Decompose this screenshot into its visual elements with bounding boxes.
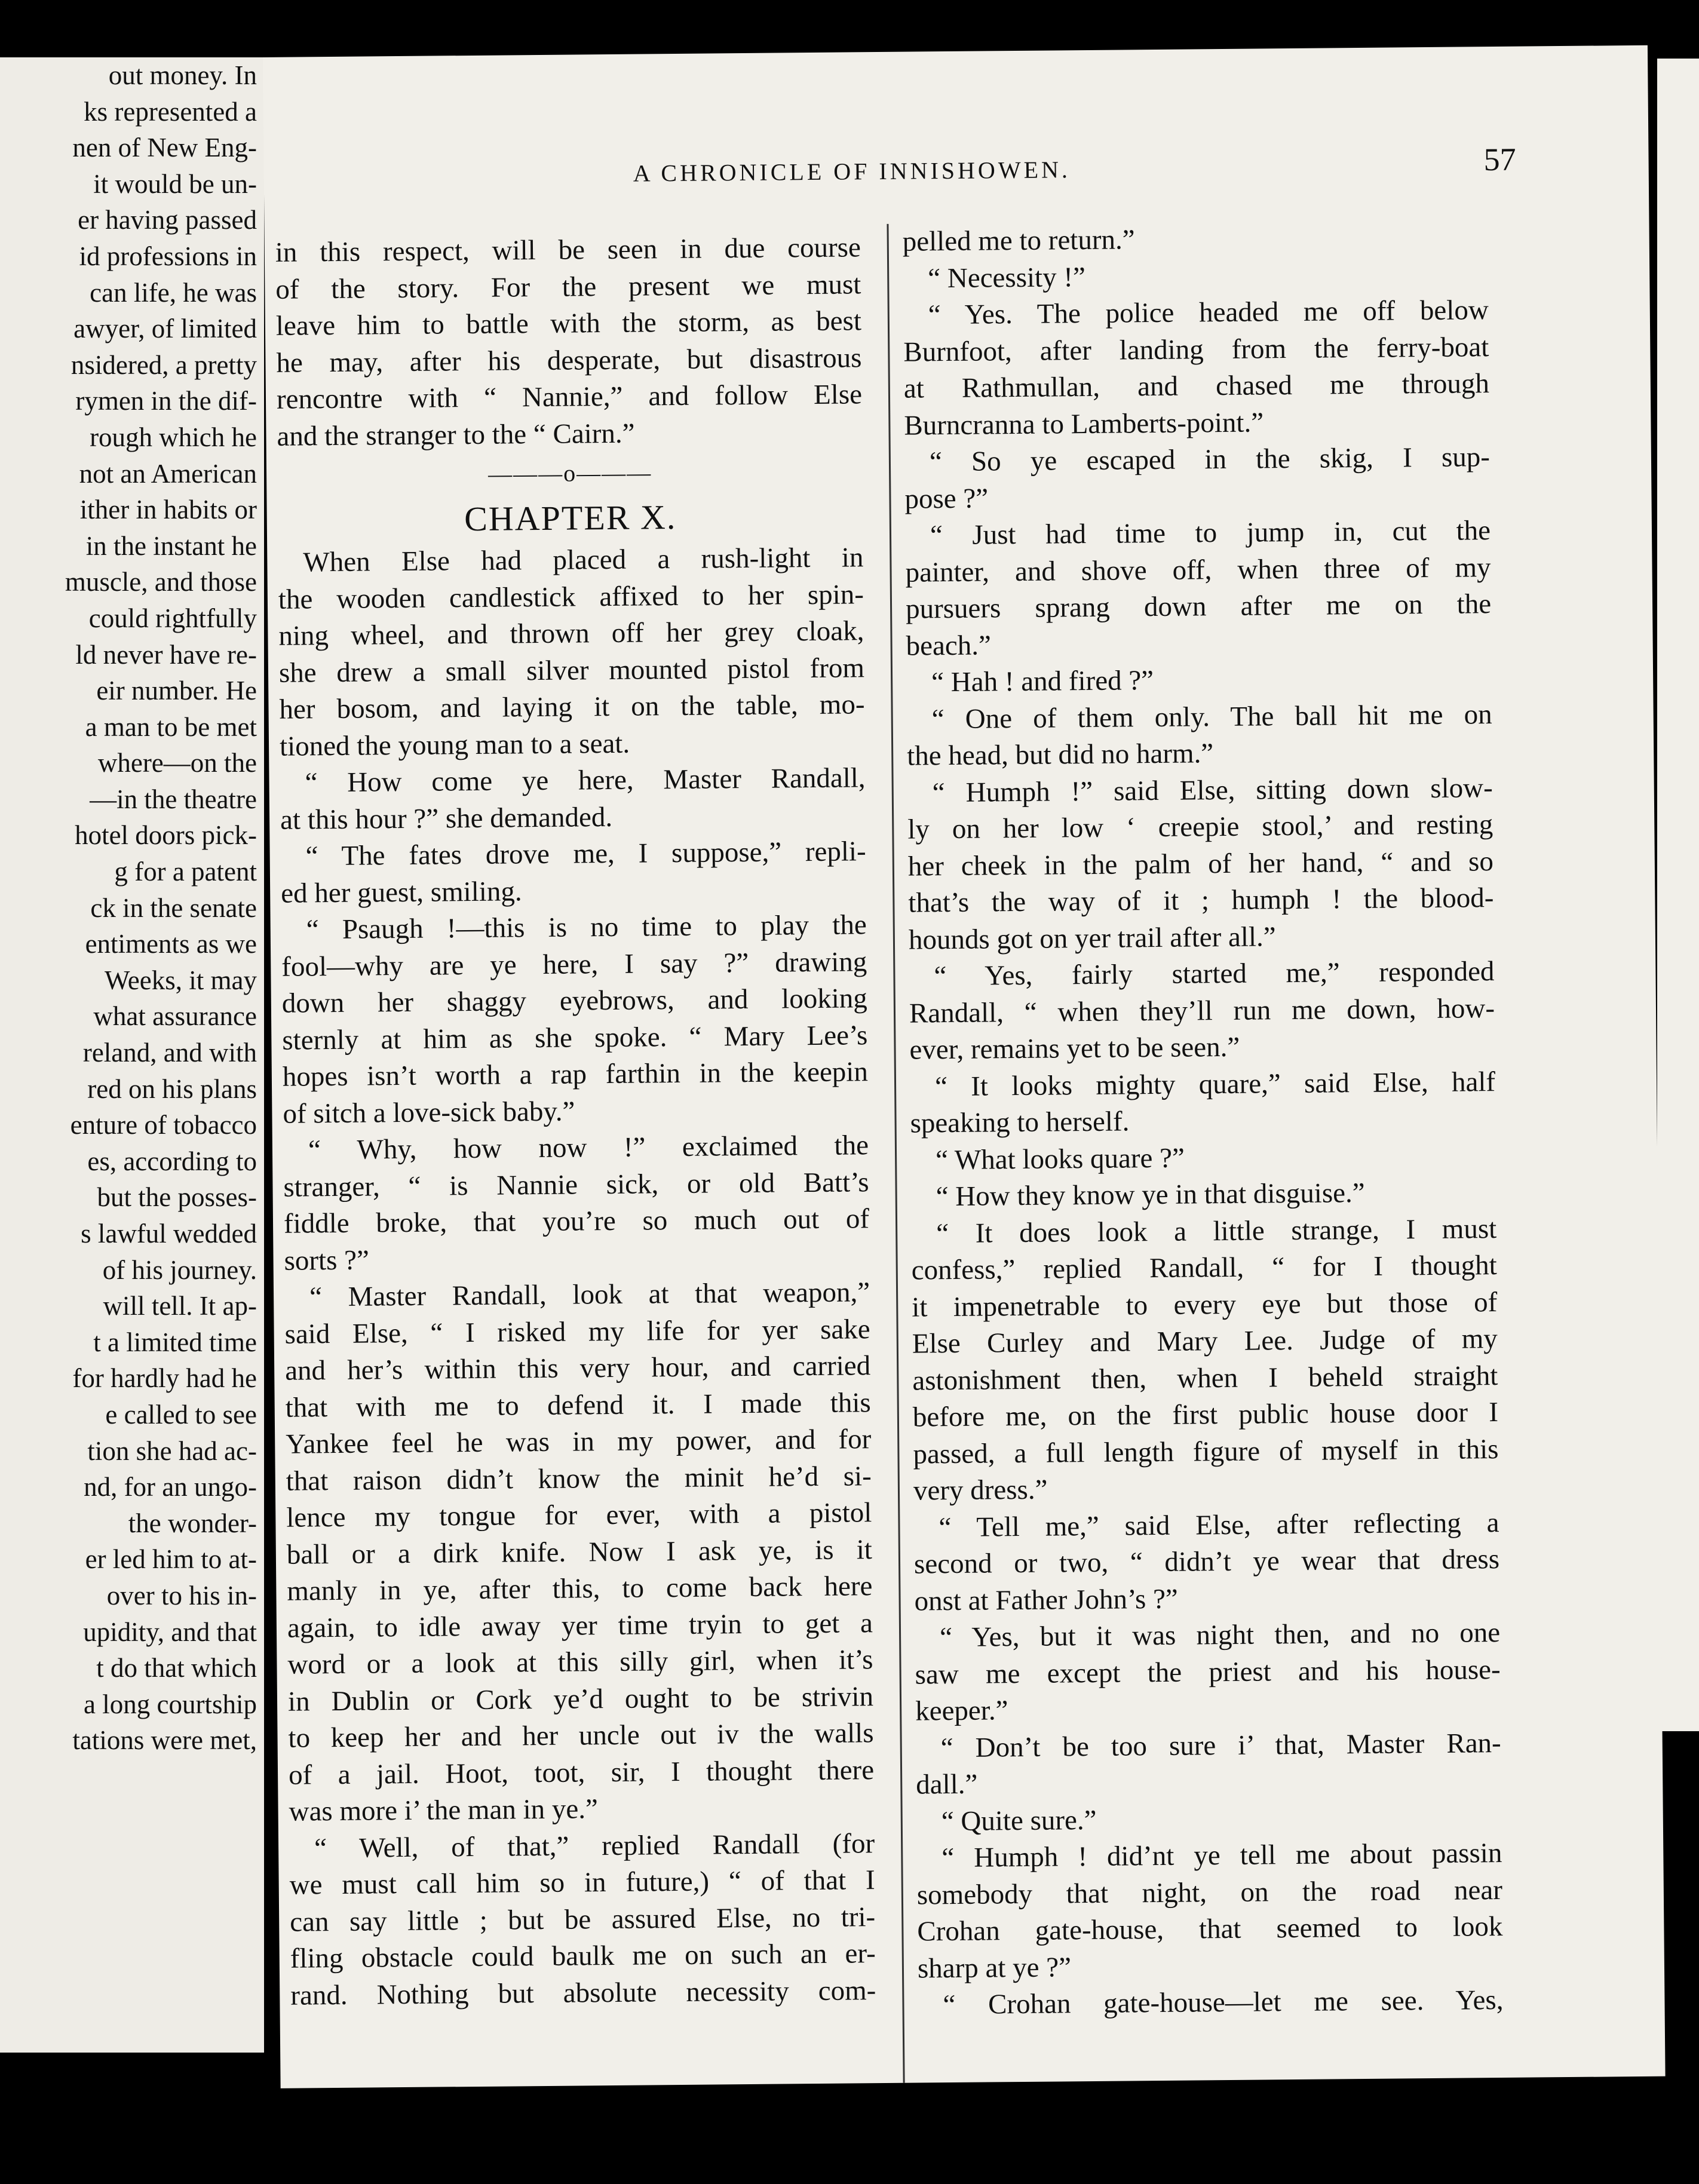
text-line: onst at Father John’s ?” <box>914 1583 1179 1617</box>
left-page-text <box>0 57 257 1759</box>
text-line: fling obstacle could baulk me on such an er- <box>290 1938 876 1974</box>
text-line: nd, for an ungo- <box>84 1472 257 1502</box>
text-line: nen of New Eng- <box>72 133 257 163</box>
text-line: her bosom, and laying it on the table, mo- <box>279 689 865 725</box>
text-line: keeper.” <box>915 1695 1008 1727</box>
text-line: “ It does look a little strange, I must <box>936 1213 1497 1249</box>
text-line: again, to idle away yer time tryin to get a <box>287 1607 873 1644</box>
text-line: nsidered, a pretty <box>70 349 257 380</box>
text-line: but the posses- <box>97 1182 257 1213</box>
text-line: rough which he <box>90 422 257 452</box>
text-line: said Else, “ I risked my life for yer sake <box>284 1313 870 1350</box>
text-line: lence my tongue for ever, with a pistol <box>286 1497 872 1533</box>
text-line: ks represented a <box>84 96 257 127</box>
text-line: saw me except the priest and his house- <box>915 1654 1501 1691</box>
text-line: pelled me to return.” <box>902 224 1135 257</box>
text-line: Yankee feel he was in my power, and for <box>286 1424 872 1460</box>
text-line: it would be un- <box>93 168 257 199</box>
text-line: tioned the young man to a seat. <box>279 728 630 762</box>
running-title: A CHRONICLE OF INNISHOWEN. <box>633 156 1071 187</box>
text-line: ld never have re- <box>75 639 257 670</box>
text-line: sharp at ye ?” <box>917 1951 1072 1984</box>
text-line: fool—why are ye here, I say ?” drawing <box>281 946 867 983</box>
text-line: Weeks, it may <box>104 965 257 995</box>
intro-paragraph <box>275 229 863 455</box>
text-line: “ Why, how now !” exclaimed the <box>308 1130 869 1166</box>
text-line: of his journey. <box>102 1254 257 1285</box>
text-line: “ Hah ! and fired ?” <box>931 665 1154 698</box>
text-line: was more i’ the man in ye.” <box>289 1793 599 1827</box>
text-line: er led him to at- <box>85 1544 257 1575</box>
text-line: will tell. It ap- <box>103 1291 257 1321</box>
text-line: t do that which <box>96 1653 257 1683</box>
text-line: eir number. He <box>96 676 257 706</box>
text-line: before me, on the first public house door I <box>912 1397 1499 1433</box>
text-line: entiments as we <box>85 929 257 959</box>
text-line: “ What looks quare ?” <box>935 1142 1185 1176</box>
text-line: “ Don’t be too sure i’ that, Master Ran- <box>940 1727 1501 1763</box>
text-line: in the instant he <box>85 530 257 561</box>
text-line: “ Yes, fairly started me,” responded <box>934 956 1495 992</box>
text-line: of the story. For the present we must <box>275 268 861 305</box>
text-line: —in the theatre <box>90 784 257 814</box>
text-line: at this hour ?” she demanded. <box>280 801 613 836</box>
text-line: pose ?” <box>904 482 989 515</box>
text-line: hopes isn’t worth a rap farthin in the keepin <box>282 1056 869 1093</box>
text-line: t a limited time <box>93 1327 257 1357</box>
text-line: ck in the senate <box>90 892 257 923</box>
text-line: ball or a dirk knife. Now I ask ye, is it <box>286 1533 873 1570</box>
text-line: “ Psaugh !—this is no time to play the <box>306 909 867 946</box>
text-line: dall.” <box>916 1768 978 1800</box>
text-line: er having passed <box>78 205 257 235</box>
text-line: speaking to herself. <box>910 1106 1130 1139</box>
text-line: pursuers sprang down after me on the <box>905 588 1492 625</box>
text-line: “ Quite sure.” <box>941 1804 1097 1837</box>
text-line: a long courtship <box>84 1689 257 1719</box>
text-line: out money. In <box>108 60 257 90</box>
text-line: beach.” <box>906 629 992 662</box>
text-line: muscle, and those <box>65 567 257 597</box>
left-facing-page <box>0 57 264 2053</box>
text-line: she drew a small silver mounted pistol from <box>278 652 865 689</box>
text-line: a man to be met <box>85 711 257 742</box>
text-line: the head, but did no harm.” <box>907 738 1214 772</box>
text-line: over to his in- <box>106 1580 257 1611</box>
text-line: stranger, “ is Nannie sick, or old Batt’s <box>283 1166 869 1203</box>
text-line: s lawful wedded <box>81 1219 257 1249</box>
text-line: “ Just had time to jump in, cut the <box>930 515 1491 551</box>
text-line: sternly at him as she spoke. “ Mary Lee’s <box>282 1019 868 1056</box>
text-line: not an American <box>79 458 257 489</box>
text-line: “ Tell me,” said Else, after reflecting a <box>939 1507 1499 1543</box>
text-line: e called to see <box>105 1399 257 1430</box>
text-line: tations were met, <box>72 1725 257 1756</box>
text-line: awyer, of limited <box>73 314 257 344</box>
text-line: that’s the way of it ; humph ! the blood- <box>908 882 1494 919</box>
text-line: astonishment then, when I beheld straight <box>912 1360 1498 1397</box>
text-line: Randall, “ when they’ll run me down, how- <box>909 992 1495 1029</box>
text-line: “ Master Randall, look at that weapon,” <box>309 1277 870 1313</box>
text-line: es, according to <box>87 1146 257 1176</box>
text-line: for hardly had he <box>72 1363 257 1394</box>
book-page <box>263 45 1666 2088</box>
text-line: Burnfoot, after landing from the ferry-boat <box>903 331 1489 368</box>
text-line: red on his plans <box>87 1073 257 1104</box>
text-line: enture of tobacco <box>70 1110 257 1140</box>
text-line: “ Yes. The police headed me off below <box>928 295 1489 331</box>
text-line: of sitch a love-sick baby.” <box>283 1096 575 1130</box>
text-line: sorts ?” <box>284 1244 370 1277</box>
text-line: that raison didn’t know the minit he’d si- <box>286 1460 872 1497</box>
text-line: ever, remains yet to be seen.” <box>909 1031 1240 1066</box>
text-line: ly on her low ‘ creepie stool,’ and resting <box>907 809 1493 845</box>
text-line: to keep her and her uncle out iv the walls <box>288 1717 874 1754</box>
text-line: fiddle broke, that you’re so much out of <box>283 1203 870 1240</box>
text-line: where—on the <box>97 748 257 778</box>
text-line: “ Humph !” said Else, sitting down slow- <box>932 772 1493 808</box>
text-line: “ The fates drove me, I suppose,” repli- <box>305 836 866 872</box>
text-line: ed her guest, smiling. <box>280 875 522 909</box>
text-line: “ It looks mighty quare,” said Else, half <box>934 1066 1496 1102</box>
text-line: hounds got on yer trail after all.” <box>908 921 1276 956</box>
text-line: “ Necessity !” <box>928 261 1086 294</box>
chapter-body-left <box>278 539 876 2014</box>
text-line: “ So ye escaped in the skig, I sup- <box>929 441 1491 478</box>
text-line: “ How they know ye in that disguise.” <box>936 1177 1365 1213</box>
text-line: the wooden candlestick affixed to her spin- <box>278 578 864 615</box>
text-line: her cheek in the palm of her hand, “ and so <box>907 845 1494 882</box>
text-line: it impenetrable to every eye but those of <box>912 1286 1498 1323</box>
text-line: manly in ye, after this, to come back here <box>287 1570 873 1607</box>
text-line: “ One of them only. The ball hit me on <box>931 698 1492 735</box>
text-line: confess,” replied Randall, “ for I thought <box>911 1250 1497 1286</box>
text-line: can say little ; but be assured Else, no tri- <box>290 1901 876 1938</box>
text-line: hotel doors pick- <box>75 820 257 851</box>
text-line: at Rathmullan, and chased me through <box>903 368 1490 404</box>
text-line: “ Humph ! did’nt ye tell me about passin <box>941 1838 1502 1874</box>
text-line: and her’s within this very hour, and carried <box>284 1350 871 1387</box>
text-line: rand. Nothing but absolute necessity com- <box>290 1974 876 2011</box>
chapter-ornament: ———o——— <box>487 459 652 487</box>
text-line: can life, he was <box>90 277 257 308</box>
text-line: “ Crohan gate-house—let me see. Yes, <box>943 1984 1504 2021</box>
text-line: “ Yes, but it was night then, and no one <box>939 1617 1501 1654</box>
text-line: rymen in the dif- <box>75 386 257 416</box>
next-page-edge <box>1657 59 1699 1731</box>
text-line: word or a look at this silly girl, when it’s <box>287 1644 873 1680</box>
page-number: 57 <box>1483 141 1516 178</box>
text-line: “ Well, of that,” replied Randall (for <box>314 1827 875 1864</box>
chapter-title: CHAPTER X. <box>464 497 677 539</box>
text-line: upidity, and that <box>83 1616 257 1647</box>
text-line: ning wheel, and thrown off her grey cloak, <box>278 615 864 652</box>
text-line: the wonder- <box>128 1508 257 1538</box>
text-line: Burncranna to Lamberts-point.” <box>904 406 1264 441</box>
text-line: that with me to defend it. I made this <box>285 1387 871 1424</box>
column-rule <box>887 224 905 2088</box>
text-line: rencontre with “ Nannie,” and follow Else <box>276 379 863 415</box>
text-line: tion she had ac- <box>87 1435 257 1466</box>
text-line: painter, and shove off, when three of my <box>905 551 1491 588</box>
text-line: in this respect, will be seen in due course <box>275 232 861 268</box>
text-line: leave him to battle with the storm, as best <box>275 305 862 342</box>
text-line: somebody that night, on the road near <box>916 1874 1503 1911</box>
text-line: he may, after his desperate, but disastrous <box>276 342 862 379</box>
text-line: reland, and with <box>82 1038 257 1068</box>
text-line: down her shaggy eyebrows, and looking <box>281 983 868 1019</box>
column-right <box>902 219 1503 2024</box>
text-line: in Dublin or Cork ye’d ought to be strivin <box>287 1680 874 1717</box>
text-line: we must call him so in future,) “ of that I <box>289 1864 875 1901</box>
text-line: what assurance <box>93 1001 257 1032</box>
text-line: second or two, “ didn’t ye wear that dress <box>913 1544 1500 1580</box>
text-line: Else Curley and Mary Lee. Judge of my <box>912 1323 1498 1360</box>
text-line: passed, a full length figure of myself in this <box>913 1433 1499 1470</box>
column-left <box>275 229 876 2014</box>
text-line: id professions in <box>79 241 257 271</box>
text-line: very dress.” <box>913 1474 1048 1507</box>
text-line: could rightfully <box>88 603 257 633</box>
text-line: “ How come ye here, Master Randall, <box>305 762 866 799</box>
text-line: Crohan gate-house, that seemed to look <box>917 1911 1503 1947</box>
text-line: and the stranger to the “ Cairn.” <box>277 418 635 452</box>
text-line: ither in habits or <box>79 495 257 525</box>
text-line: g for a patent <box>114 857 257 887</box>
text-line: of a jail. Hoot, toot, sir, I thought there <box>288 1754 875 1791</box>
text-line: When Else had placed a rush-light in <box>303 542 864 578</box>
